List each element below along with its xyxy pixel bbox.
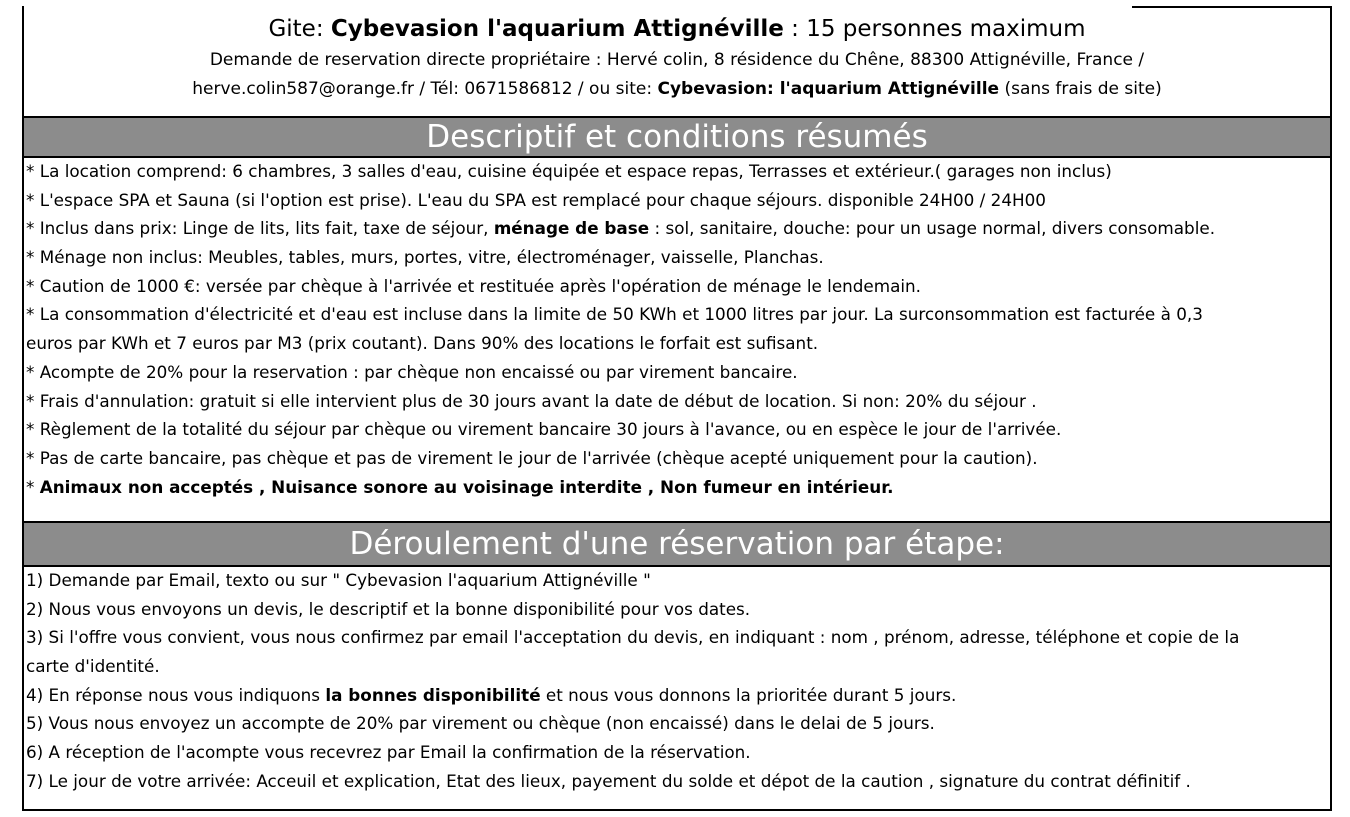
condition-line: * Frais d'annulation: gratuit si elle intervient plus de 30 jours avant la date de début de location. Si non: 20% du séjour . xyxy=(26,390,1037,411)
condition-line: * Règlement de la totalité du séjour par chèque ou virement bancaire 30 jours à l'avance, ou en espèce le jour de l'arrivée. xyxy=(26,419,1062,440)
step-line: 3) Si l'offre vous convient, vous nous confirmez par email l'acceptation du devis, en indiquant : nom , prénom, adresse, téléphone et copie de la xyxy=(26,627,1240,648)
section-title-steps: Déroulement d'une réservation par étape: xyxy=(24,521,1330,567)
gite-name: Cybevasion l'aquarium Attignéville xyxy=(330,16,784,42)
step-line: 2) Nous vous envoyons un devis, le descriptif et la bonne disponibilité pour vos dates. xyxy=(26,598,751,619)
step-line: 1) Demande par Email, texto ou sur " Cybevasion l'aquarium Attignéville " xyxy=(26,570,651,590)
condition-line: * Inclus dans prix: Linge de lits, lits fait, taxe de séjour, ménage de base : sol, sanitaire, douche: pour un usage normal, divers consomable. xyxy=(26,218,1216,239)
condition-line: * Animaux non acceptés , Nuisance sonore au voisinage interdite , Non fumeur en intérieur. xyxy=(26,476,894,497)
owner-contact: herve.colin587@orange.fr / Tél: 0671586812 / ou site: Cybevasion: l'aquarium Attignéville (sans frais de site) xyxy=(192,79,1162,99)
condition-line: * Caution de 1000 €: versée par chèque à l'arrivée et restituée après l'opération de ménage le lendemain. xyxy=(26,275,922,296)
owner-address: Demande de reservation directe propriétaire : Hervé colin, 8 résidence du Chêne, 88300 Attignéville, France / xyxy=(209,50,1145,70)
step-line: 4) En réponse nous vous indiquons la bonnes disponibilité et nous vous donnons la prioritée durant 5 jours. xyxy=(26,684,957,705)
site-name: Cybevasion: l'aquarium Attignéville xyxy=(657,79,1000,99)
step-line: carte d'identité. xyxy=(26,656,160,677)
step-line: 7) Le jour de votre arrivée: Acceuil et explication, Etat des lieux, payement du solde et dépot de la caution , signature du contrat définitif . xyxy=(26,770,1191,791)
condition-line: * Acompte de 20% pour la reservation : par chèque non encaissé ou par virement bancaire. xyxy=(26,361,798,382)
step-line: 5) Vous nous envoyez un accompte de 20% par virement ou chèque (non encaissé) dans le delai de 5 jours. xyxy=(26,713,935,734)
condition-line: * L'espace SPA et Sauna (si l'option est prise). L'eau du SPA est remplacé pour chaque séjours. disponible 24H00 / 24H00 xyxy=(26,189,1046,210)
step-line: 6) A réception de l'acompte vous recevrez par Email la confirmation de la réservation. xyxy=(26,742,751,763)
section-title-conditions: Descriptif et conditions résumés xyxy=(24,116,1330,158)
condition-line: * La location comprend: 6 chambres, 3 salles d'eau, cuisine équipée et espace repas, Terrasses et extérieur.( garages non inclus) xyxy=(26,161,1112,181)
steps-list xyxy=(26,566,1326,796)
condition-line: euros par KWh et 7 euros par M3 (prix coutant). Dans 90% des locations le forfait est sufisant. xyxy=(26,333,819,354)
gite-title: Gite: Cybevasion l'aquarium Attignéville : 15 personnes maximum xyxy=(268,16,1086,42)
condition-line: * Ménage non inclus: Meubles, tables, murs, portes, vitre, électroménager, vaisselle, Planchas. xyxy=(26,247,824,268)
condition-line: * La consommation d'électricité et d'eau est incluse dans la limite de 50 KWh et 1000 litres par jour. La surconsommation est facturée à 0,3 xyxy=(26,304,1203,325)
header xyxy=(24,8,1330,116)
condition-line: * Pas de carte bancaire, pas chèque et pas de virement le jour de l'arrivée (chèque acepté uniquement pour la caution). xyxy=(26,447,1038,468)
conditions-list xyxy=(26,157,1326,501)
